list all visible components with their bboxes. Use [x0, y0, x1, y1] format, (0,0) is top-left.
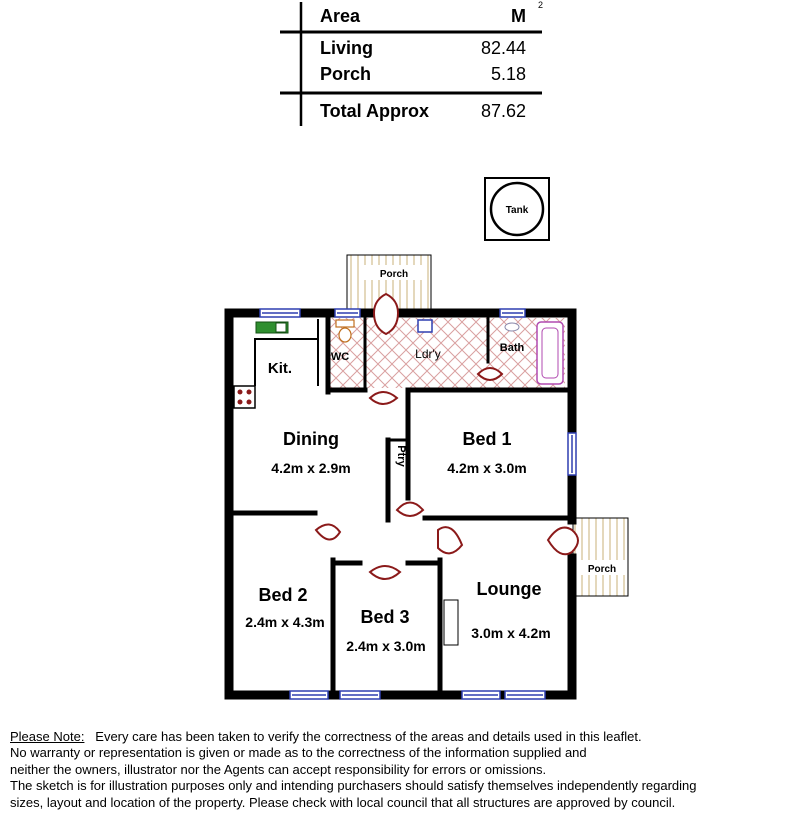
room-label-lounge: Lounge	[476, 579, 542, 599]
room-label-pantry: Ptry	[395, 445, 407, 467]
disclaimer-line-2: No warranty or representation is given or made as to the correctness of the information supplied and	[10, 745, 587, 761]
room-label-kitchen: Kit.	[267, 360, 293, 377]
room-label-bed1: Bed 1	[462, 429, 512, 449]
room-size-lounge: 3.0m x 4.2m	[471, 625, 551, 641]
disclaimer-text-1: Every care has been taken to verify the correctness of the areas and details used in this leaflet.	[95, 729, 642, 744]
room-label-bed2: Bed 2	[258, 585, 308, 605]
tank	[485, 178, 549, 240]
area-header-label: Area	[320, 6, 361, 26]
lounge-alcove	[444, 600, 458, 645]
laundry-trough	[418, 320, 432, 332]
door-bed1	[397, 503, 423, 517]
room-label-laundry: Ldr'y	[415, 347, 441, 361]
bath-basin	[505, 323, 519, 331]
door-bed3	[370, 566, 400, 579]
disclaimer-line-3: neither the owners, illustrator nor the Agents can accept responsibility for errors or omissions.	[10, 761, 547, 777]
room-label-porch-top: Porch	[379, 269, 409, 280]
door-porch-right	[548, 528, 578, 555]
disclaimer	[10, 729, 790, 811]
area-table	[280, 0, 543, 126]
door-lounge	[438, 527, 462, 553]
room-label-bath: Bath	[499, 342, 525, 354]
area-row-living-value: 82.44	[480, 38, 526, 58]
disclaimer-line-1	[10, 729, 790, 745]
area-header-unit-sup: 2	[538, 0, 544, 10]
room-size-bed3: 2.4m x 3.0m	[346, 638, 426, 654]
porch-right	[573, 518, 628, 596]
room-label-bed3: Bed 3	[360, 607, 410, 627]
room-label-porch-right: Porch	[587, 564, 617, 575]
bathtub	[537, 322, 563, 384]
room-label-wc: WC	[330, 351, 350, 363]
area-row-porch-value: 5.18	[490, 64, 526, 84]
stove	[234, 386, 255, 408]
door-laundry	[370, 392, 397, 404]
room-label-dining: Dining	[283, 429, 339, 449]
toilet	[336, 320, 354, 327]
tank-label: Tank	[505, 205, 529, 216]
door-bed2	[316, 524, 340, 539]
disclaimer-line-5: sizes, layout and location of the property. Please check with local council that all structures are approved by council.	[10, 794, 676, 810]
area-row-living-label: Living	[320, 38, 373, 58]
door-bath	[478, 368, 502, 380]
room-size-bed1: 4.2m x 3.0m	[447, 460, 527, 476]
disclaimer-line-4: The sketch is for illustration purposes only and intending purchasers should satisfy themselves independently regarding	[10, 778, 697, 794]
room-size-dining: 4.2m x 2.9m	[271, 460, 351, 476]
door-porch-top	[374, 294, 398, 334]
disclaimer-heading: Please Note:	[10, 729, 85, 744]
area-header-unit: M	[511, 6, 526, 26]
room-size-bed2: 2.4m x 4.3m	[245, 614, 325, 630]
area-total-value: 87.62	[480, 101, 526, 121]
area-total-label: Total Approx	[320, 101, 429, 121]
area-row-porch-label: Porch	[320, 64, 372, 84]
